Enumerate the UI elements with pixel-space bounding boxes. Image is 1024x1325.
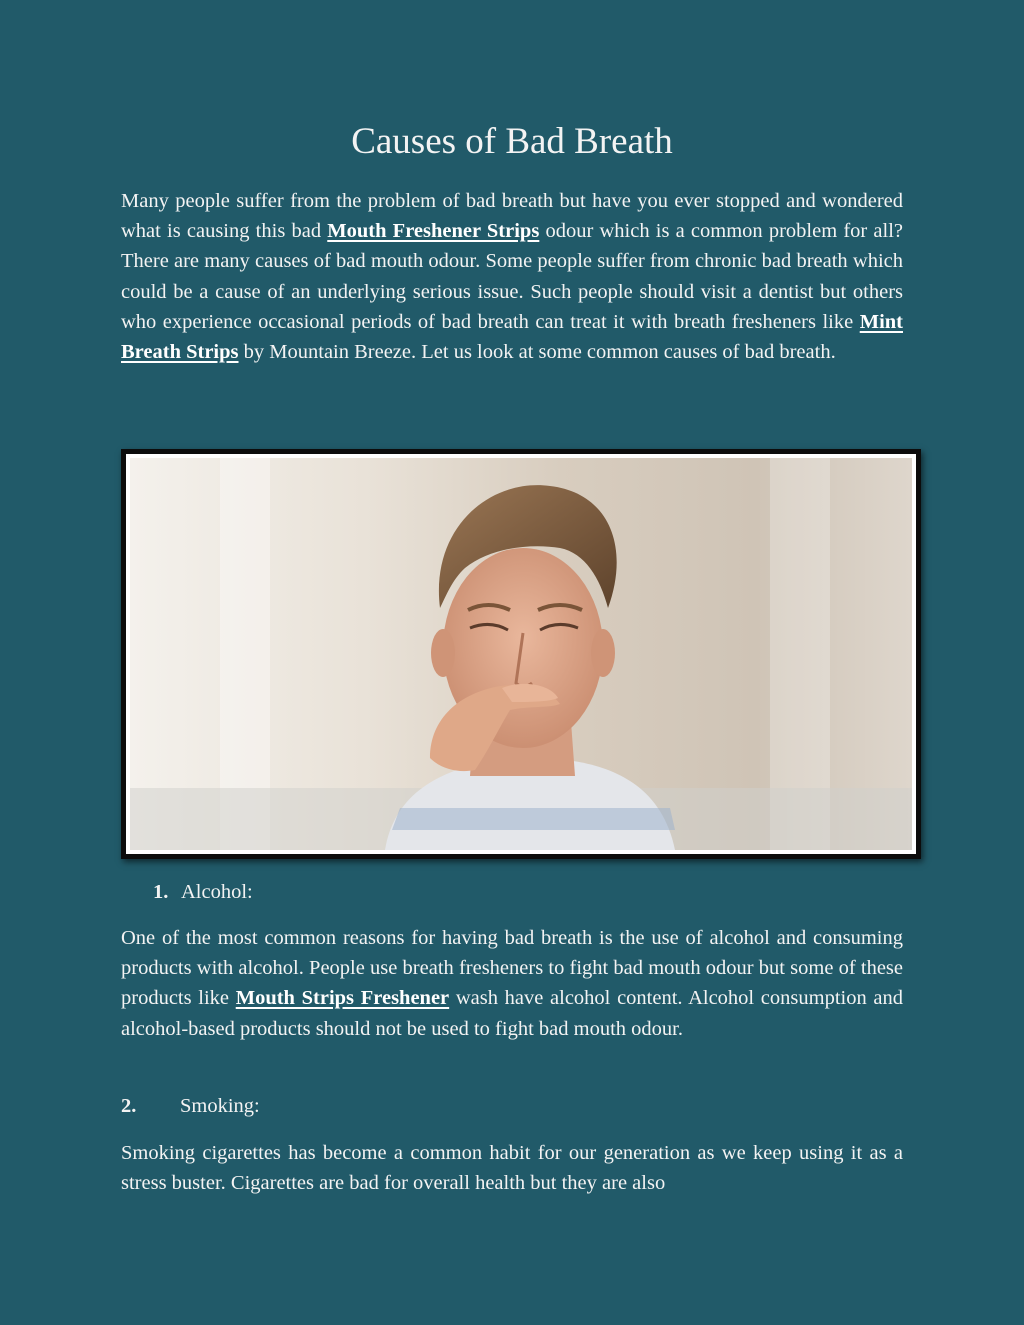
alcohol-paragraph (121, 923, 903, 1044)
section-number: 1. (153, 881, 169, 903)
section-number: 2. (121, 1095, 137, 1117)
mint-breath-strips-link[interactable]: Mint Breath Strips (121, 310, 903, 364)
bad-breath-photo (121, 449, 921, 859)
alcohol-text-2: wash have alcohol content. Alcohol consumption and alcohol-based products should not be used to fight bad mouth odour. (121, 987, 904, 1040)
section-title: Smoking: (180, 1095, 260, 1117)
section-title: Alcohol: (181, 881, 253, 903)
intro-text-2: odour which is a common problem for all? There are many causes of bad mouth odour. Some people suffer from chronic bad breath which could be a cause of an underlying serious issue. Such people should visit a dentist but others who experience occasional periods of bad breath can treat it with breath fresheners like (121, 220, 903, 333)
section-heading-alcohol (153, 877, 253, 907)
intro-text-3: by Mountain Breeze. Let us look at some common causes of bad breath. (238, 341, 836, 364)
section-heading-smoking (121, 1091, 260, 1121)
alcohol-text-1: One of the most common reasons for having bad breath is the use of alcohol and consuming products with alcohol. People use breath fresheners to fight bad mouth odour but some of these products like (121, 927, 903, 1010)
man-covering-nose-image (130, 458, 912, 850)
mouth-freshener-strips-link[interactable]: Mouth Freshener Strips (327, 220, 540, 243)
page-title: Causes of Bad Breath (351, 121, 673, 162)
intro-paragraph (121, 186, 903, 367)
smoking-text-1: Smoking cigarettes has become a common habit for our generation as we keep using it as a stress buster. Cigarettes are bad for overall health but they are also (121, 1142, 903, 1195)
smoking-paragraph (121, 1138, 903, 1198)
mouth-strips-freshener-link[interactable]: Mouth Strips Freshener (235, 987, 450, 1010)
intro-text-1: Many people suffer from the problem of bad breath but have you ever stopped and wondered what is causing this bad (121, 190, 903, 243)
